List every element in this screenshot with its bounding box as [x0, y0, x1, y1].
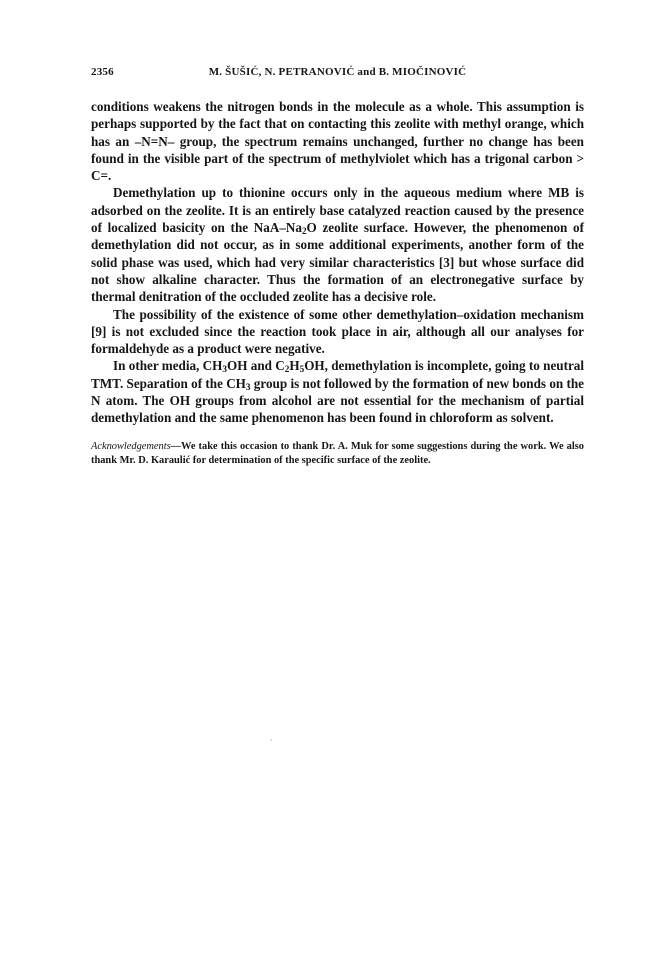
paragraph-continuation: conditions weakens the nitrogen bonds in the molecule as a whole. This assumption is perhaps supported by the fact that on contacting this zeolite with methyl orange, which has an –N=N– group, the spectrum remains unchanged, further no change has been found in the visible part of the spectrum of methylviolet which has a trigonal carbon > C=. — [91, 99, 584, 184]
acknowledgements-text: —We take this occasion to thank Dr. A. Muk for some suggestions during the work. We also thank Mr. D. Karaulić for determination of the specific surface of the zeolite. — [91, 440, 584, 467]
paragraph-text: OH, demethylation is incomplete, going to neutral TMT. Separation of the CH — [91, 358, 585, 391]
running-head-authors: M. ŠUŠIĆ, N. PETRANOVIĆ and B. MIOČINOVIĆ — [208, 66, 467, 78]
acknowledgements-heading: Acknowledgements — [91, 440, 171, 452]
paragraph-text: In other media, CH — [113, 358, 223, 374]
subscript: 2 — [301, 226, 307, 237]
paragraph-other-media — [91, 357, 584, 426]
paragraph-demethylation — [91, 184, 584, 305]
scan-speck — [270, 739, 272, 741]
paragraph-text: group is not followed by the formation of new bonds on the N atom. The OH groups from alcohol are not essential for the mechanism of partial demethylation and the same phenomenon has been found in chloroform as solvent. — [91, 375, 585, 426]
subscript: 3 — [245, 381, 251, 392]
paragraph-mechanism: The possibility of the existence of some other demethylation–oxidation mechanism [9] is not excluded since the reaction took place in air, although all our analyses for formaldehyde as a product were negative. — [91, 306, 584, 357]
subscript: 3 — [222, 364, 227, 375]
subscript: 2 — [284, 364, 290, 375]
acknowledgements — [91, 440, 584, 469]
paragraph-text: OH and C — [226, 358, 285, 374]
paragraph-text: Demethylation up to thionine occurs only in the aqueous medium where MB is adsorbed on the zeolite. It is an entirely base catalyzed reaction caused by the presence of localized basicity on the NaA–Na — [91, 185, 584, 236]
journal-page — [91, 66, 584, 468]
body-text — [91, 98, 584, 427]
paragraph-text: H — [289, 358, 300, 374]
running-head — [91, 66, 584, 84]
subscript: 5 — [299, 364, 305, 375]
page-number: 2356 — [91, 66, 114, 78]
paragraph-text: O zeolite surface. However, the phenomenon of demethylation did not occur, as in some additional experiments, another form of the solid phase was used, which had very similar characteristics [3] but whose surface did not show alkaline character. Thus the formation of an electronegative surface by thermal denitration of the occluded zeolite has a decisive role. — [91, 220, 584, 305]
